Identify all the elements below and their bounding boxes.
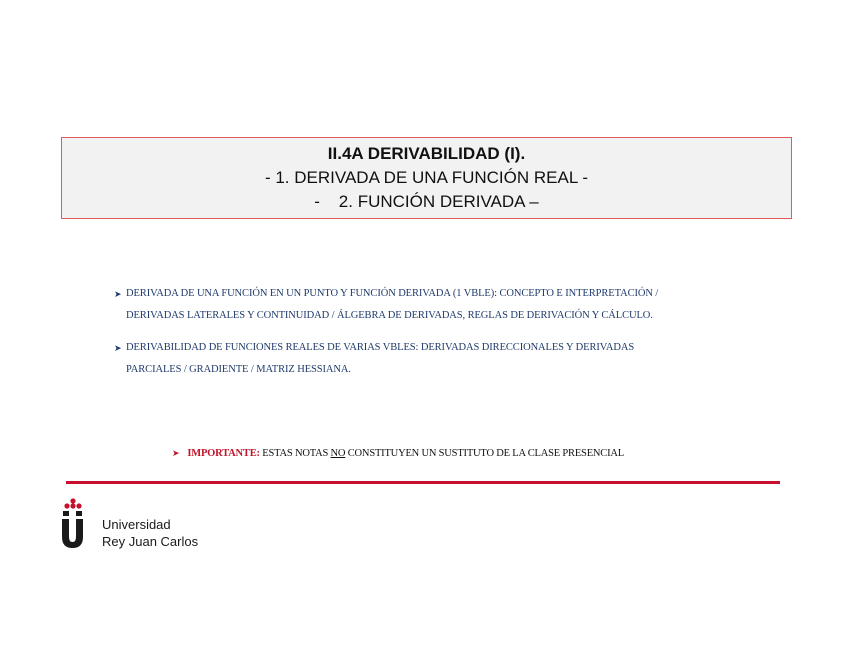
bullet-1-line-2: DERIVADAS LATERALES Y CONTINUIDAD / ÁLGEBRA DE DERIVADAS, REGLAS DE DERIVACIÓN Y CÁLCULO.: [126, 310, 653, 321]
divider-line: [66, 481, 780, 484]
arrowhead-right-icon: ➤: [172, 448, 180, 458]
bullet-2-line-2: PARCIALES / GRADIENTE / MATRIZ HESSIANA.: [126, 364, 351, 375]
title-line-3: - 2. FUNCIÓN DERIVADA –: [314, 192, 539, 211]
note-text-after: CONSTITUYEN UN SUSTITUTO DE LA CLASE PRESENCIAL: [347, 448, 624, 459]
title-line-2: - 1. DERIVADA DE UNA FUNCIÓN REAL -: [264, 168, 589, 187]
list-item: [114, 283, 754, 327]
important-note: [172, 448, 732, 459]
bullet-1-line-1: DERIVADA DE UNA FUNCIÓN EN UN PUNTO Y FUNCIÓN DERIVADA (1 VBLE): CONCEPTO E INTERPRETACIÓN /: [126, 288, 659, 299]
university-name-line-1: Universidad: [102, 517, 171, 532]
university-name: [102, 516, 198, 550]
important-label: IMPORTANTE:: [187, 448, 260, 459]
note-text-before: ESTAS NOTAS: [262, 448, 329, 459]
title-box: [61, 137, 792, 219]
arrowhead-right-icon: ➤: [114, 343, 122, 353]
arrowhead-right-icon: ➤: [114, 289, 122, 299]
title-line-1: II.4A DERIVABILIDAD (I).: [327, 144, 526, 163]
list-item: [114, 337, 754, 381]
bullet-2-line-1: DERIVABILIDAD DE FUNCIONES REALES DE VARIAS VBLES: DERIVADAS DIRECCIONALES Y DERIVADAS: [126, 342, 635, 353]
university-name-line-2: Rey Juan Carlos: [102, 534, 199, 549]
bullet-list: [114, 283, 754, 391]
note-underlined-word: NO: [330, 448, 346, 459]
